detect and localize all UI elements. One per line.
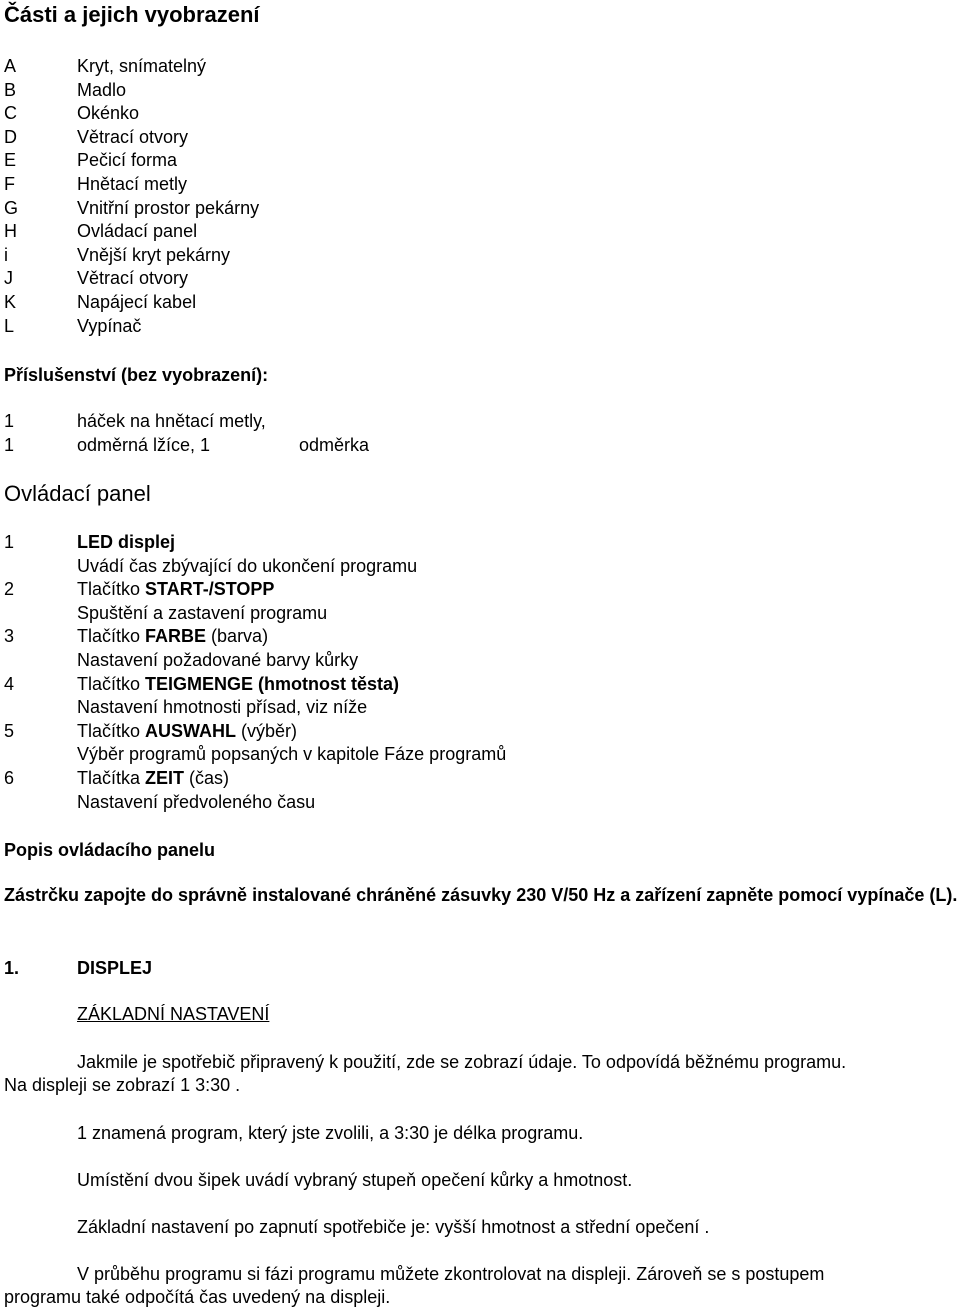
display-section-heading: DISPLEJ — [77, 958, 153, 978]
panel-item-number: 3 — [4, 626, 15, 647]
display-paragraph: Na displeji se zobrazí 1 3:30 . — [4, 1075, 241, 1095]
display-paragraph: Jakmile je spotřebič připravený k použití, zde se zobrazí údaje. To odpovídá běžnému programu. — [77, 1052, 847, 1072]
part-label: Okénko — [77, 103, 140, 124]
part-letter: L — [4, 315, 15, 336]
part-label: Vypínač — [77, 315, 142, 336]
display-paragraph: Základní nastavení po zapnutí spotřebiče je: vyšší hmotnost a střední opečení . — [77, 1217, 710, 1237]
accessories-heading: Příslušenství (bez vyobrazení): — [4, 365, 269, 385]
panel-item-description: Nastavení předvoleného času — [77, 791, 316, 812]
part-letter: D — [4, 126, 17, 147]
accessory-extra: odměrka — [299, 435, 370, 455]
panel-item-prefix: Tlačítko — [77, 673, 146, 694]
panel-item-description: Nastavení požadované barvy kůrky — [77, 650, 359, 670]
part-label: Vnější kryt pekárny — [77, 244, 231, 265]
part-letter: G — [4, 197, 19, 218]
panel-item-suffix: (výběr) — [236, 720, 298, 741]
panel-item-prefix: Tlačítko — [77, 626, 146, 647]
part-letter: F — [4, 174, 15, 194]
panel-item-description: Uvádí čas zbývající do ukončení programu — [77, 555, 418, 576]
panel-item-suffix: (čas) — [184, 768, 230, 788]
panel-item-prefix: Tlačítka — [77, 768, 146, 788]
part-label: Ovládací panel — [77, 221, 198, 242]
display-paragraph: programu také odpočítá čas uvedený na displeji. — [4, 1287, 391, 1307]
panel-item-description: Nastavení hmotnosti přísad, viz níže — [77, 697, 368, 718]
display-paragraph: 1 znamená program, který jste zvolili, a 3:30 je délka programu. — [77, 1123, 584, 1143]
panel-item-number: 1 — [4, 532, 15, 552]
panel-item-title — [77, 625, 268, 647]
part-label: Madlo — [77, 79, 127, 100]
page-title: Části a jejich vyobrazení — [4, 2, 260, 27]
panel-item-key: TEIGMENGE (hmotnost těsta) — [145, 673, 400, 694]
panel-item-title — [77, 578, 274, 600]
panel-item-number: 2 — [4, 579, 15, 600]
part-letter: i — [4, 244, 8, 265]
part-letter: A — [4, 56, 17, 76]
part-label: Větrací otvory — [77, 126, 189, 147]
part-letter: H — [4, 221, 17, 242]
display-paragraph: V průběhu programu si fázi programu můžete zkontrolovat na displeji. Zároveň se s postupem — [77, 1264, 825, 1284]
part-letter: K — [4, 292, 17, 312]
accessory-label: odměrná lžíce, 1 — [77, 435, 211, 455]
panel-item-title — [77, 673, 399, 695]
display-paragraph: Umístění dvou šipek uvádí vybraný stupeň opečení kůrky a hmotnost. — [77, 1170, 633, 1190]
part-label: Větrací otvory — [77, 268, 189, 289]
accessory-label: háček na hnětací metly, — [77, 411, 266, 431]
panel-item-title — [77, 767, 229, 789]
panel-item-title — [77, 531, 175, 553]
panel-item-key: AUSWAHL — [145, 720, 237, 741]
part-label: Napájecí kabel — [77, 292, 197, 312]
panel-heading: Ovládací panel — [4, 481, 151, 506]
panel-item-prefix: Tlačítko — [77, 579, 146, 600]
panel-item-key: FARBE — [145, 626, 207, 647]
accessory-num: 1 — [4, 435, 15, 455]
panel-item-description: Výběr programů popsaných v kapitole Fáze programů — [77, 744, 507, 765]
panel-item-number: 5 — [4, 720, 15, 741]
panel-item-key: LED displej — [77, 532, 176, 552]
panel-item-number: 6 — [4, 768, 15, 788]
display-subheading: ZÁKLADNÍ NASTAVENÍ — [77, 1004, 270, 1024]
part-label: Kryt, snímatelný — [77, 56, 207, 76]
panel-item-number: 4 — [4, 673, 15, 694]
panel-item-prefix: Tlačítko — [77, 720, 146, 741]
part-label: Pečicí forma — [77, 150, 178, 171]
part-letter: B — [4, 79, 17, 100]
panel-item-suffix: (barva) — [206, 626, 269, 647]
display-section-number: 1. — [4, 958, 20, 978]
plug-instruction: Zástrčku zapojte do správně instalované chráněné zásuvky 230 V/50 Hz a zařízení zapněte pomocí vypínače (L). — [4, 885, 958, 905]
part-label: Vnitřní prostor pekárny — [77, 197, 260, 218]
description-heading: Popis ovládacího panelu — [4, 840, 216, 860]
part-letter: C — [4, 103, 17, 124]
panel-item-key: ZEIT — [145, 768, 185, 788]
panel-item-key: START-/STOPP — [145, 579, 275, 600]
panel-item-title — [77, 720, 297, 742]
accessory-num: 1 — [4, 411, 15, 431]
part-letter: J — [4, 268, 13, 289]
part-letter: E — [4, 150, 17, 171]
part-label: Hnětací metly — [77, 174, 188, 194]
panel-item-description: Spuštění a zastavení programu — [77, 602, 328, 623]
